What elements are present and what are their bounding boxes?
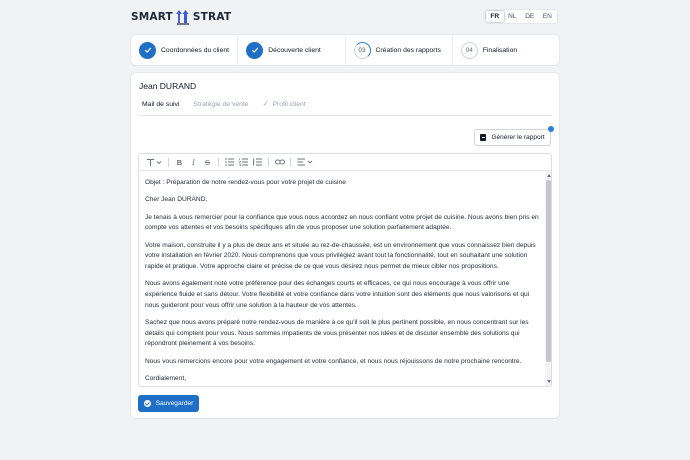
editor-toolbar — [139, 154, 551, 171]
tabs-divider — [138, 115, 552, 116]
tab-follow-up-mail[interactable] — [138, 100, 183, 116]
tab-sales-strategy[interactable] — [189, 100, 252, 116]
email-subject: Objet : Préparation de notre rendez-vous pour votre projet de cuisine — [145, 179, 346, 186]
scroll-up-icon[interactable] — [547, 174, 551, 177]
email-paragraph: Votre maison, construite il y a plus de deux ans et située au rez-de-chaussée, est un environnement que vous connaissez bien depuis votre installation en février 2020. Nous comprenons que vous privilégiez avant tout la fonctionnalité, tout en souhaitant une solution rapide et pratique. Votre approche claire et précise de ce que vous désirez nous permet de mieux cibler nos propositions. — [145, 241, 536, 270]
scroll-thumb[interactable] — [546, 180, 551, 362]
lang-option[interactable]: DE — [525, 13, 535, 20]
brand-left: SMART — [131, 11, 173, 23]
generate-report-label: Générer le rapport — [491, 134, 545, 141]
email-paragraph: Nous vous remercions encore pour votre engagement et votre confiance, et nous nous réjouissons de notre prochaine rencontre. — [145, 357, 522, 365]
strikethrough-icon[interactable]: S — [204, 157, 210, 167]
tab-client-profile[interactable] — [259, 100, 310, 116]
step-client-details[interactable] — [131, 35, 238, 65]
brand-logo[interactable] — [131, 8, 231, 26]
link-icon[interactable] — [274, 156, 285, 168]
step-number: 04 — [461, 42, 478, 59]
blockquote-icon[interactable] — [252, 156, 263, 168]
notification-dot — [548, 126, 554, 132]
language-switcher — [484, 9, 558, 24]
client-name: Jean DURAND — [139, 81, 197, 91]
email-closing: Cordialement, — [145, 375, 187, 382]
editor-scrollbar[interactable] — [545, 171, 552, 386]
toolbar-separator — [268, 158, 269, 167]
progress-stepper — [131, 35, 559, 65]
step-client-discovery[interactable] — [238, 35, 345, 65]
check-icon — [246, 42, 263, 59]
align-icon[interactable] — [296, 156, 314, 168]
scroll-down-icon[interactable] — [547, 380, 551, 383]
top-bar — [0, 0, 690, 34]
step-label: Découverte client — [268, 46, 321, 54]
brand-right: STRAT — [192, 11, 232, 23]
save-label: Sauvegarder — [155, 400, 194, 407]
step-label: Finalisation — [482, 46, 518, 54]
bold-icon[interactable]: B — [176, 157, 183, 167]
email-greeting: Cher Jean DURAND, — [145, 196, 208, 204]
generate-report-button[interactable] — [474, 129, 551, 146]
check-icon — [139, 42, 156, 59]
step-label: Coordonnées du client — [161, 46, 230, 54]
toolbar-separator — [168, 158, 169, 167]
report-card — [131, 73, 559, 418]
italic-icon[interactable]: I — [192, 157, 195, 167]
step-number: 03 — [354, 42, 371, 59]
email-paragraph: Nous avons également noté votre préférence pour des échanges courts et efficaces, ce qui nous encourage à vous offrir une expérience fluide et sans détour. Votre flexibilité et votre confiance dans votre intuition sont des éléments que nous valorisons et qui nous guideront pour vous offrir une solution à la hauteur de vos attentes. — [145, 280, 530, 309]
tab-label: Stratégie de vente — [193, 101, 249, 108]
document-icon — [480, 134, 486, 141]
check-circle-icon — [144, 400, 151, 407]
text-style-icon[interactable] — [145, 156, 163, 168]
check-icon: ✓ — [262, 101, 269, 108]
rich-text-editor[interactable] — [138, 153, 552, 387]
step-report-creation[interactable] — [346, 35, 453, 65]
email-paragraph: Je tenais à vous remercier pour la confiance que vous nous accordez en nous confiant votre projet de cuisine. Nous avons bien pris en compte vos attentes et vos besoins spécifiques afin de vous proposer une solution parfaitement adaptée. — [145, 213, 539, 232]
toolbar-separator — [218, 158, 219, 167]
lang-option[interactable]: FR — [486, 11, 504, 22]
bullet-list-icon[interactable] — [224, 156, 235, 168]
step-label: Création des rapports — [375, 46, 441, 54]
lang-option[interactable]: EN — [542, 13, 552, 20]
toolbar-separator — [290, 158, 291, 167]
logo-arrows-icon — [175, 8, 191, 26]
email-paragraph: Sachez que nous avons préparé notre rendez-vous de manière à ce qu'il soit le plus pertinent possible, en nous concentrant sur les détails qui comptent pour vous. Nous sommes impatients de vous présenter nos idées et de discuter ensemble des solutions qui répondront pleinement à vos besoins. — [145, 319, 529, 348]
numbered-list-icon[interactable] — [238, 156, 249, 168]
lang-option[interactable]: NL — [508, 13, 517, 20]
report-tabs — [138, 100, 316, 116]
tab-label: Mail de suivi — [142, 101, 180, 108]
save-button[interactable] — [138, 395, 199, 412]
tab-label: Profil client — [272, 101, 306, 108]
step-finalisation[interactable] — [453, 35, 559, 65]
email-content[interactable] — [139, 171, 545, 386]
